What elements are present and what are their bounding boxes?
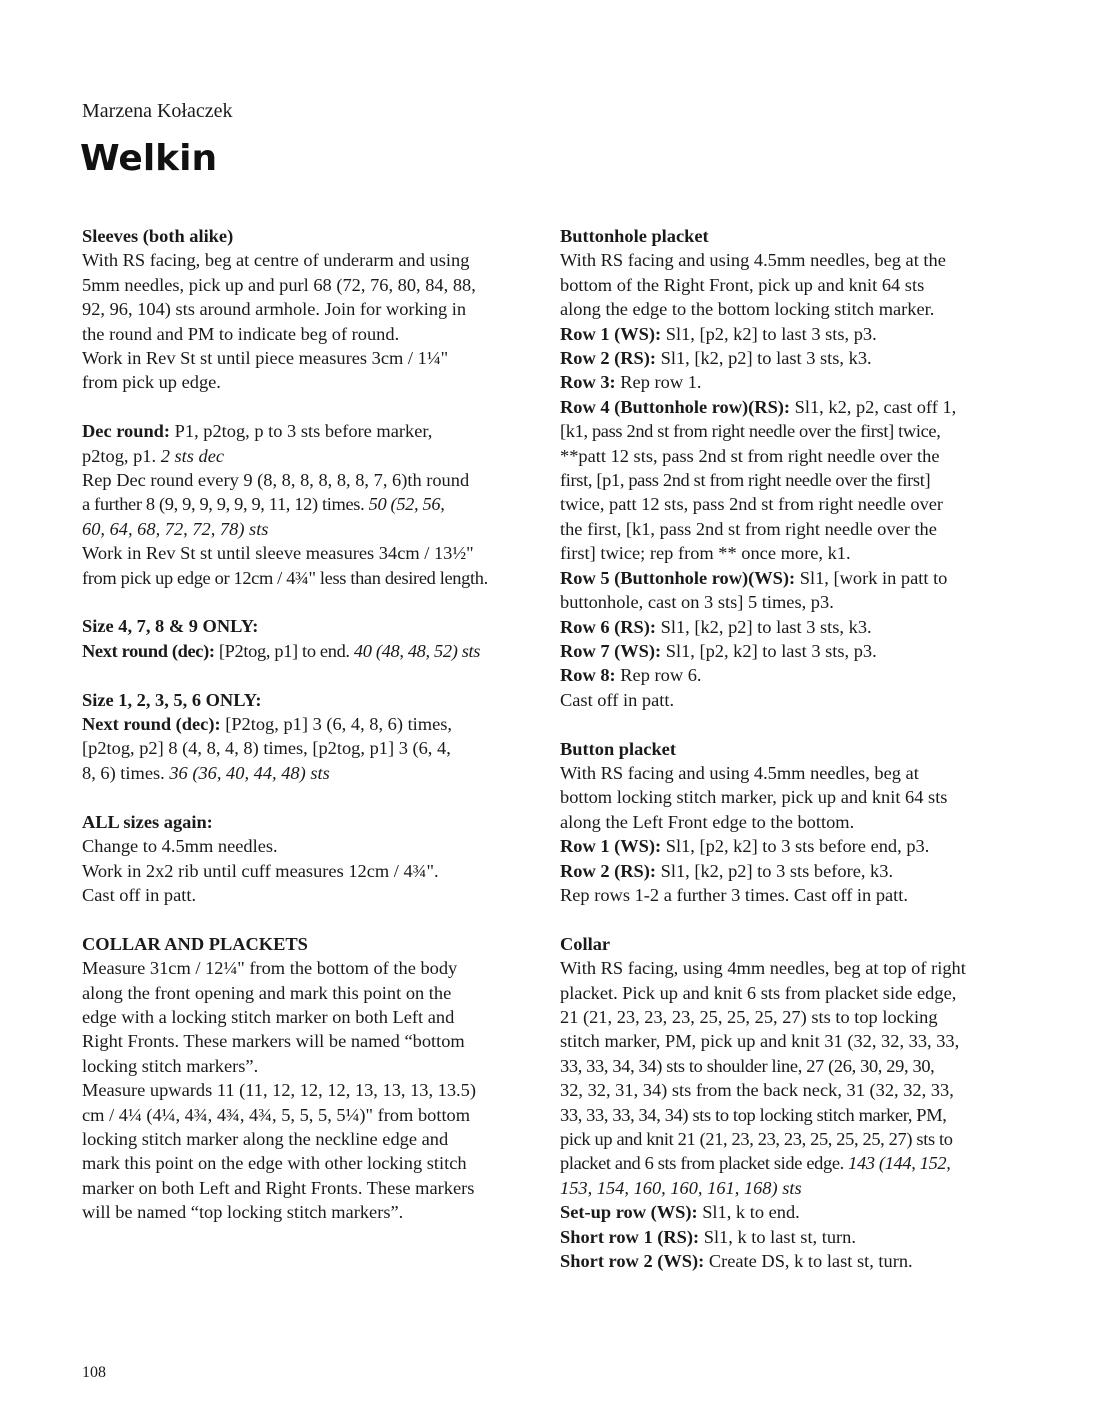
text-line — [560, 615, 1015, 639]
text-section — [82, 419, 527, 590]
text-run: 32, 32, 31, 34) sts from the back neck, 31 (32, 32, 33, — [560, 1080, 954, 1101]
text-line — [82, 468, 527, 492]
italic-count: 40 (48, 48, 52) sts — [353, 640, 481, 661]
page-number: 108 — [82, 1364, 106, 1381]
text-line — [560, 1127, 1015, 1151]
text-run: cm / 4¼ (4¼, 4¾, 4¾, 4¾, 5, 5, 5, 5¼)" from bottom — [82, 1104, 471, 1125]
text-run: marker on both Left and Right Fronts. These markers — [82, 1177, 475, 1198]
text-line — [560, 224, 1015, 248]
text-line — [560, 1054, 1015, 1078]
text-run: Cast off in patt. — [560, 689, 675, 710]
text-line — [560, 590, 1015, 614]
text-line — [560, 395, 1015, 419]
bold-label: Row 2 (RS): — [560, 348, 657, 369]
text-line — [82, 566, 527, 590]
text-run: pick up and knit 21 (21, 23, 23, 23, 25, 25, 25, 27) sts to — [560, 1129, 953, 1149]
text-line — [560, 273, 1015, 297]
text-run: 21 (21, 23, 23, 23, 25, 25, 25, 27) sts to top locking — [560, 1006, 938, 1027]
bold-label: Row 6 (RS): — [560, 616, 657, 637]
text-line — [82, 1151, 527, 1175]
text-run: the round and PM to indicate beg of round. — [82, 323, 400, 344]
text-line — [82, 273, 527, 297]
text-line — [82, 834, 527, 858]
text-run: mark this point on the edge with other locking stitch — [82, 1153, 467, 1174]
text-run: Measure upwards 11 (11, 12, 12, 12, 13, 13, 13, 13.5) — [82, 1080, 476, 1101]
text-run: Sl1, [p2, k2] to last 3 sts, p3. — [661, 323, 877, 344]
text-run: Rep row 6. — [615, 665, 702, 686]
text-run: placket. Pick up and knit 6 sts from placket side edge, — [560, 982, 957, 1003]
text-run: the first, [k1, pass 2nd st from right needle over the — [560, 518, 937, 539]
author-name: Marzena Kołaczek — [82, 100, 233, 122]
text-run: buttonhole, cast on 3 sts] 5 times, p3. — [560, 592, 834, 613]
text-line — [82, 932, 527, 956]
text-line — [560, 737, 1015, 761]
text-run: Rep Dec round every 9 (8, 8, 8, 8, 8, 8, 7, 6)th round — [82, 470, 470, 491]
bold-label: Row 5 (Buttonhole row)(WS): — [560, 567, 796, 588]
text-run: 5mm needles, pick up and purl 68 (72, 76, 80, 84, 88, — [82, 274, 476, 295]
text-line — [82, 541, 527, 565]
text-run: Rep rows 1-2 a further 3 times. Cast off in patt. — [560, 884, 908, 905]
bold-label: Collar — [560, 933, 611, 954]
text-section — [560, 932, 1015, 1274]
text-line — [82, 639, 527, 663]
bold-label: Row 4 (Buttonhole row)(RS): — [560, 396, 791, 417]
text-run: Sl1, [work in patt to — [795, 567, 948, 588]
text-line — [82, 1176, 527, 1200]
text-run: Sl1, [p2, k2] to 3 sts before end, p3. — [661, 836, 930, 857]
text-section — [82, 688, 527, 786]
text-line — [560, 346, 1015, 370]
text-line — [82, 517, 527, 541]
text-line — [82, 1005, 527, 1029]
bold-label: Row 1 (WS): — [560, 323, 662, 344]
text-line — [560, 419, 1015, 443]
text-line — [560, 688, 1015, 712]
text-section — [560, 224, 1015, 712]
bold-label: Buttonhole placket — [560, 226, 709, 246]
text-run: 92, 96, 104) sts around armhole. Join for working in — [82, 299, 467, 320]
text-line — [82, 1078, 527, 1102]
text-run: Sl1, [k2, p2] to last 3 sts, k3. — [656, 348, 872, 369]
text-line — [82, 1127, 527, 1151]
text-line — [82, 810, 527, 834]
text-run: along the edge to the bottom locking stitch marker. — [560, 299, 935, 320]
text-line — [82, 1029, 527, 1053]
italic-count: 36 (36, 40, 44, 48) sts — [169, 762, 330, 783]
text-line — [560, 517, 1015, 541]
bold-label: Set-up row (WS): — [560, 1202, 698, 1223]
text-run: Create DS, k to last st, turn. — [704, 1251, 913, 1272]
text-run: bottom of the Right Front, pick up and knit 64 sts — [560, 274, 925, 295]
text-line — [560, 1225, 1015, 1249]
bold-label: COLLAR AND PLACKETS — [82, 933, 308, 954]
text-run: P1, p2tog, p to 3 sts before marker, — [170, 421, 433, 442]
text-line — [82, 712, 527, 736]
text-run: 33, 33, 33, 34, 34) sts to top locking stitch marker, PM, — [560, 1104, 947, 1125]
text-line — [560, 859, 1015, 883]
text-line — [82, 419, 527, 443]
text-run: Change to 4.5mm needles. — [82, 836, 278, 857]
text-line — [82, 1200, 527, 1224]
text-line — [560, 956, 1015, 980]
text-line — [560, 834, 1015, 858]
text-line — [82, 883, 527, 907]
text-line — [560, 322, 1015, 346]
text-run: twice, patt 12 sts, pass 2nd st from right needle over — [560, 494, 944, 515]
text-line — [560, 1029, 1015, 1053]
text-run: 33, 33, 34, 34) sts to shoulder line, 27 (26, 30, 29, 30, — [560, 1055, 935, 1076]
text-line — [560, 1005, 1015, 1029]
text-line — [560, 468, 1015, 492]
text-run: [k1, pass 2nd st from right needle over the first] twice, — [560, 421, 941, 442]
bold-label: Short row 1 (RS): — [560, 1226, 700, 1247]
text-line — [82, 322, 527, 346]
text-line — [82, 1103, 527, 1127]
italic-count: 153, 154, 160, 160, 161, 168) sts — [560, 1177, 802, 1198]
text-section — [82, 614, 527, 663]
text-run: With RS facing and using 4.5mm needles, beg at — [560, 762, 919, 783]
text-run: Right Fronts. These markers will be named “bottom — [82, 1031, 465, 1052]
text-line — [560, 1176, 1015, 1200]
page-title: Welkin — [80, 138, 218, 179]
text-line — [82, 859, 527, 883]
text-run: first, [p1, pass 2nd st from right needle over the first] — [560, 470, 931, 491]
text-run: 8, 6) times. — [82, 762, 170, 783]
bold-label: Row 3: — [560, 372, 616, 393]
text-line — [82, 248, 527, 272]
text-run: from pick up edge or 12cm / 4¾" less than desired length. — [82, 567, 488, 588]
text-line — [560, 981, 1015, 1005]
text-run: locking stitch markers”. — [82, 1055, 259, 1076]
bold-label: Dec round: — [82, 421, 171, 442]
text-run: Sl1, k to last st, turn. — [699, 1226, 856, 1247]
text-run: Work in Rev St st until piece measures 3cm / 1¼" — [82, 348, 449, 369]
text-line — [560, 639, 1015, 663]
text-line — [560, 761, 1015, 785]
text-run: a further 8 (9, 9, 9, 9, 9, 9, 11, 12) times. — [82, 494, 369, 515]
text-line — [560, 1200, 1015, 1224]
text-run: along the front opening and mark this point on the — [82, 982, 452, 1003]
bold-label: Next round (dec): — [82, 640, 215, 661]
text-line — [560, 541, 1015, 565]
text-run: first] twice; rep from ** once more, k1. — [560, 543, 851, 564]
text-line — [560, 785, 1015, 809]
bold-label: Row 7 (WS): — [560, 640, 662, 661]
text-run: placket and 6 sts from placket side edge. — [560, 1153, 849, 1174]
bold-label: Row 8: — [560, 665, 616, 686]
text-line — [560, 1249, 1015, 1273]
text-run: Sl1, k to end. — [697, 1202, 800, 1223]
bold-label: ALL sizes again: — [82, 811, 213, 832]
bold-label: Next round (dec): — [82, 714, 221, 735]
text-line — [560, 883, 1015, 907]
text-run: Sl1, [p2, k2] to last 3 sts, p3. — [661, 640, 877, 661]
text-line — [560, 1151, 1015, 1175]
italic-count: 50 (52, 56, — [368, 494, 445, 515]
text-line — [82, 688, 527, 712]
text-line — [82, 444, 527, 468]
text-run: Sl1, k2, p2, cast off 1, — [790, 396, 957, 417]
right-column — [560, 224, 1015, 1298]
text-line — [82, 614, 527, 638]
text-line — [560, 663, 1015, 687]
text-run: **patt 12 sts, pass 2nd st from right needle over the — [560, 445, 940, 466]
text-run: Measure 31cm / 12¼" from the bottom of the body — [82, 958, 458, 979]
text-run: from pick up edge. — [82, 372, 221, 393]
bold-label: Size 4, 7, 8 & 9 ONLY: — [82, 616, 259, 637]
text-run: stitch marker, PM, pick up and knit 31 (32, 32, 33, 33, — [560, 1031, 960, 1052]
text-line — [560, 297, 1015, 321]
text-line — [82, 736, 527, 760]
bold-label: Size 1, 2, 3, 5, 6 ONLY: — [82, 689, 262, 710]
text-run: will be named “top locking stitch markers”. — [82, 1202, 404, 1223]
text-line — [82, 297, 527, 321]
text-run: With RS facing, using 4mm needles, beg at top of right — [560, 958, 966, 979]
left-column — [82, 224, 527, 1249]
text-line — [82, 956, 527, 980]
text-run: edge with a locking stitch marker on both Left and — [82, 1006, 455, 1027]
text-line — [82, 1054, 527, 1078]
text-line — [82, 370, 527, 394]
text-run: locking stitch marker along the neckline edge and — [82, 1128, 449, 1149]
text-line — [560, 932, 1015, 956]
text-run: [P2tog, p1] 3 (6, 4, 8, 6) times, — [220, 714, 453, 735]
text-line — [82, 981, 527, 1005]
text-line — [560, 1078, 1015, 1102]
italic-count: 143 (144, 152, — [848, 1153, 951, 1174]
text-section — [82, 224, 527, 395]
text-run: Rep row 1. — [615, 372, 702, 393]
italic-count: 60, 64, 68, 72, 72, 78) sts — [82, 518, 269, 539]
text-run: Sl1, [k2, p2] to last 3 sts, k3. — [656, 616, 872, 637]
bold-label: Row 2 (RS): — [560, 860, 657, 881]
text-run: [p2tog, p2] 8 (4, 8, 4, 8) times, [p2tog, p1] 3 (6, 4, — [82, 738, 451, 759]
text-line — [560, 444, 1015, 468]
text-run: Sl1, [k2, p2] to 3 sts before, k3. — [656, 860, 894, 881]
text-section — [560, 737, 1015, 908]
text-line — [560, 248, 1015, 272]
bold-label: Sleeves (both alike) — [82, 226, 234, 246]
text-run: With RS facing and using 4.5mm needles, beg at the — [560, 250, 946, 271]
text-line — [560, 566, 1015, 590]
text-line — [560, 1103, 1015, 1127]
text-run: along the Left Front edge to the bottom. — [560, 811, 855, 832]
text-line — [560, 492, 1015, 516]
bold-label: Button placket — [560, 738, 676, 759]
text-run: p2tog, p1. — [82, 445, 161, 466]
text-section — [82, 810, 527, 908]
text-run: [P2tog, p1] to end. — [214, 640, 354, 661]
text-line — [82, 224, 527, 248]
bold-label: Short row 2 (WS): — [560, 1251, 705, 1272]
text-line — [560, 810, 1015, 834]
text-line — [560, 370, 1015, 394]
text-line — [82, 346, 527, 370]
text-run: Cast off in patt. — [82, 884, 197, 905]
bold-label: Row 1 (WS): — [560, 836, 662, 857]
italic-count: 2 sts dec — [160, 445, 225, 466]
text-run: bottom locking stitch marker, pick up and knit 64 sts — [560, 787, 948, 808]
text-section — [82, 932, 527, 1225]
text-line — [82, 761, 527, 785]
text-run: Work in 2x2 rib until cuff measures 12cm / 4¾". — [82, 860, 439, 881]
text-line — [82, 492, 527, 516]
text-run: With RS facing, beg at centre of underarm and using — [82, 250, 470, 271]
text-run: Work in Rev St st until sleeve measures 34cm / 13½" — [82, 543, 474, 564]
